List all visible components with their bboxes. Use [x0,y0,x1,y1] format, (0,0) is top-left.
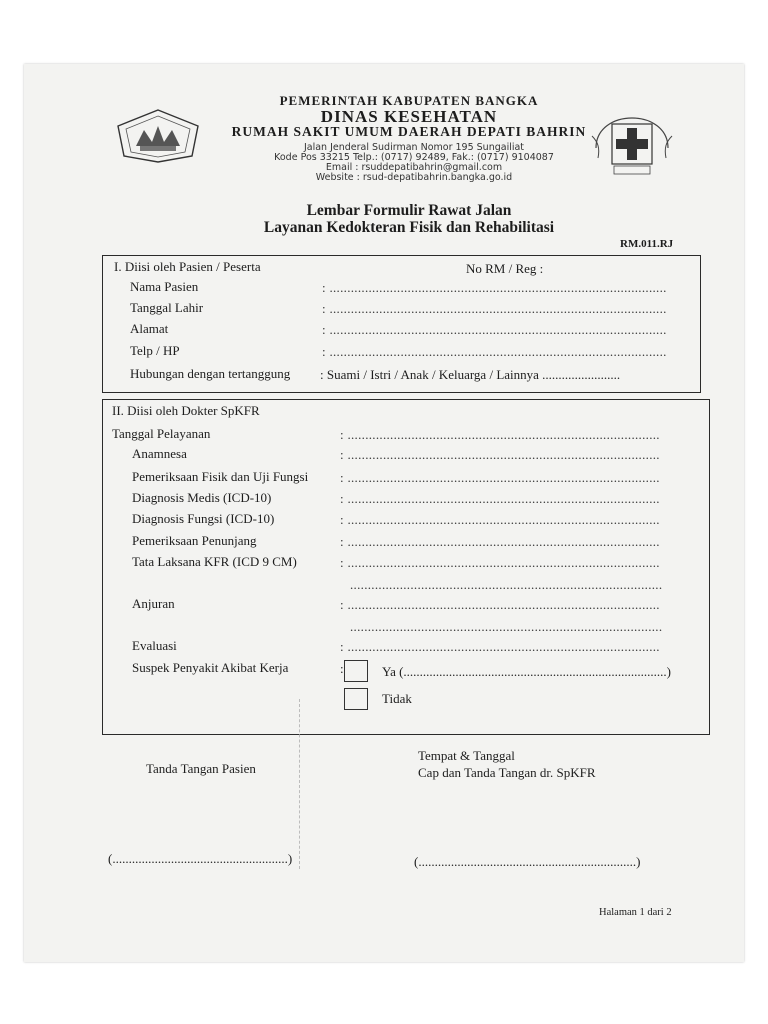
field-label-anjuran: Anjuran [132,596,175,611]
header-government: PEMERINTAH KABUPATEN BANGKA [279,93,539,108]
field-label-tata-laksana: Tata Laksana KFR (ICD 9 CM) [132,554,297,569]
field-line-telp[interactable]: : ............................................................................................... [322,344,667,359]
field-line-anamnesa[interactable]: : ........................................................................................ [340,447,660,462]
header-address: Jalan Jenderal Sudirman Nomor 195 Sungailiat [303,142,525,153]
field-line-tata-laksana[interactable]: : ........................................................................................ [340,555,660,570]
suspek-colon: : [340,661,344,676]
field-label-anamnesa: Anamnesa [132,446,187,461]
header-hospital: RUMAH SAKIT UMUM DAERAH DEPATI BAHRIN [231,124,587,139]
field-label-pemeriksaan-penunjang: Pemeriksaan Penunjang [132,533,257,548]
field-label-diagnosis-fungsi: Diagnosis Fungsi (ICD-10) [132,511,275,526]
field-line-pemeriksaan-penunjang[interactable]: : ........................................................................................ [340,534,660,549]
checkbox-tidak[interactable] [344,688,368,710]
pasien-signature-line[interactable]: (......................................................) [108,851,293,866]
page-number: Halaman 1 dari 2 [599,907,672,918]
field-label-hubungan: Hubungan dengan tertanggung [130,366,291,381]
tempat-tanggal-label: Tempat & Tanggal [418,748,515,763]
field-line-tanggal-lahir[interactable]: : ............................................................................................... [322,301,667,316]
form-page [24,64,744,962]
field-line-anjuran[interactable]: : ........................................................................................ [340,597,660,612]
field-label-suspek: Suspek Penyakit Akibat Kerja [132,660,289,675]
fold-line [299,699,300,869]
field-line-diagnosis-fungsi[interactable]: : ........................................................................................ [340,512,660,527]
no-rm-label: No RM / Reg : [466,261,544,276]
option-ya-label[interactable]: Ya (.................................................................................) [382,664,672,679]
field-line-anjuran-cont[interactable]: ........................................................................................ [350,619,663,634]
field-line-diagnosis-medis[interactable]: : ........................................................................................ [340,491,660,506]
header-phone: Kode Pos 33215 Telp.: (0717) 92489, Fak.: (0717) 9104087 [274,152,554,163]
section-doctor-heading: II. Diisi oleh Dokter SpKFR [112,403,260,418]
form-title: Lembar Formulir Rawat Jalan [306,202,512,219]
field-label-tanggal-pelayanan: Tanggal Pelayanan [112,426,211,441]
form-subtitle: Layanan Kedokteran Fisik dan Rehabilitasi [263,219,555,236]
field-label-tanggal-lahir: Tanggal Lahir [130,300,204,315]
field-label-nama: Nama Pasien [130,279,199,294]
field-label-telp: Telp / HP [130,343,180,358]
field-line-evaluasi[interactable]: : ........................................................................................ [340,639,660,654]
checkbox-ya[interactable] [344,660,368,682]
field-line-nama[interactable]: : ............................................................................................... [322,280,667,295]
dokter-signature-line[interactable]: (...................................................................) [414,854,641,869]
option-tidak-label: Tidak [382,691,412,706]
pasien-signature-label: Tanda Tangan Pasien [146,761,256,776]
field-line-pemeriksaan-fisik[interactable]: : ........................................................................................ [340,470,660,485]
field-line-tanggal-pelayanan[interactable]: : ........................................................................................ [340,427,660,442]
field-line-tata-laksana-cont[interactable]: ........................................................................................ [350,577,663,592]
header-agency: DINAS KESEHATAN [320,107,498,126]
field-label-alamat: Alamat [130,321,169,336]
header-email: Email : rsuddepatibahrin@gmail.com [325,162,503,173]
header-website: Website : rsud-depatibahrin.bangka.go.id [315,172,513,183]
cap-label: Cap dan Tanda Tangan dr. SpKFR [418,765,596,780]
form-code: RM.011.RJ [620,238,674,250]
section-patient-heading: I. Diisi oleh Pasien / Peserta [114,259,261,274]
field-label-evaluasi: Evaluasi [132,638,177,653]
field-line-hubungan[interactable]: : Suami / Istri / Anak / Keluarga / Lainnya ........................ [320,367,621,382]
field-line-alamat[interactable]: : ............................................................................................... [322,322,667,337]
field-label-diagnosis-medis: Diagnosis Medis (ICD-10) [132,490,272,505]
field-label-pemeriksaan-fisik: Pemeriksaan Fisik dan Uji Fungsi [132,469,309,484]
